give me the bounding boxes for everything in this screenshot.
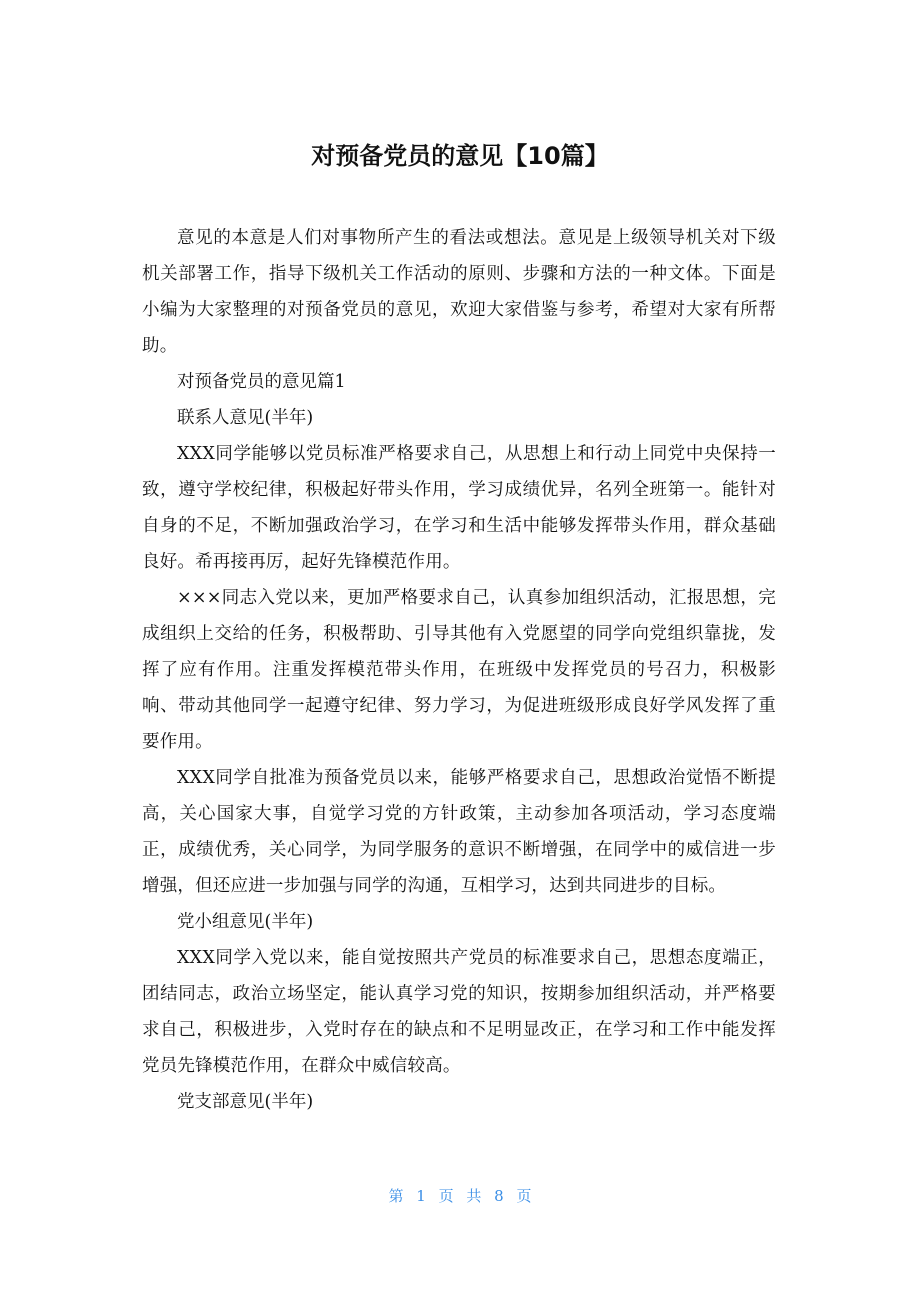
body-paragraph: XXX同学入党以来，能自觉按照共产党员的标准要求自己，思想态度端正，团结同志，政治立场坚定，能认真学习党的知识，按期参加组织活动，并严格要求自己，积极进步，入党时存在的缺点和不足明显改正，在学习和工作中能发挥党员先锋模范作用，在群众中威信较高。 — [142, 948, 776, 1076]
section-heading: 对预备党员的意见篇1 — [177, 372, 346, 392]
body-paragraph: XXX同学自批准为预备党员以来，能够严格要求自己，思想政治觉悟不断提高，关心国家大事，自觉学习党的方针政策，主动参加各项活动，学习态度端正，成绩优秀，关心同学，为同学服务的意识不断增强，在同学中的威信进一步增强，但还应进一步加强与同学的沟通，互相学习，达到共同进步的目标。 — [142, 768, 776, 896]
intro-paragraph: 意见的本意是人们对事物所产生的看法或想法。意见是上级领导机关对下级机关部署工作，指导下级机关工作活动的原则、步骤和方法的一种文体。下面是小编为大家整理的对预备党员的意见，欢迎大家借鉴与参考，希望对大家有所帮助。 — [142, 228, 776, 356]
subsection-heading: 联系人意见(半年) — [177, 408, 314, 428]
body-paragraph: XXX同学能够以党员标准严格要求自己，从思想上和行动上同党中央保持一致，遵守学校纪律，积极起好带头作用，学习成绩优异，名列全班第一。能针对自身的不足，不断加强政治学习，在学习和生活中能够发挥带头作用，群众基础良好。希再接再厉，起好先锋模范作用。 — [142, 444, 776, 572]
document-title: 对预备党员的意见【10篇】 — [311, 142, 609, 170]
subsection-heading: 党支部意见(半年) — [177, 1092, 314, 1112]
document-body — [142, 220, 776, 1120]
body-paragraph: ×××同志入党以来，更加严格要求自己，认真参加组织活动，汇报思想，完成组织上交给的任务，积极帮助、引导其他有入党愿望的同学向党组织靠拢，发挥了应有作用。注重发挥模范带头作用，在班级中发挥党员的号召力，积极影响、带动其他同学一起遵守纪律、努力学习，为促进班级形成良好学风发挥了重要作用。 — [142, 588, 776, 752]
subsection-heading: 党小组意见(半年) — [177, 912, 314, 932]
page-number-footer: 第 1 页 共 8 页 — [388, 1187, 532, 1205]
